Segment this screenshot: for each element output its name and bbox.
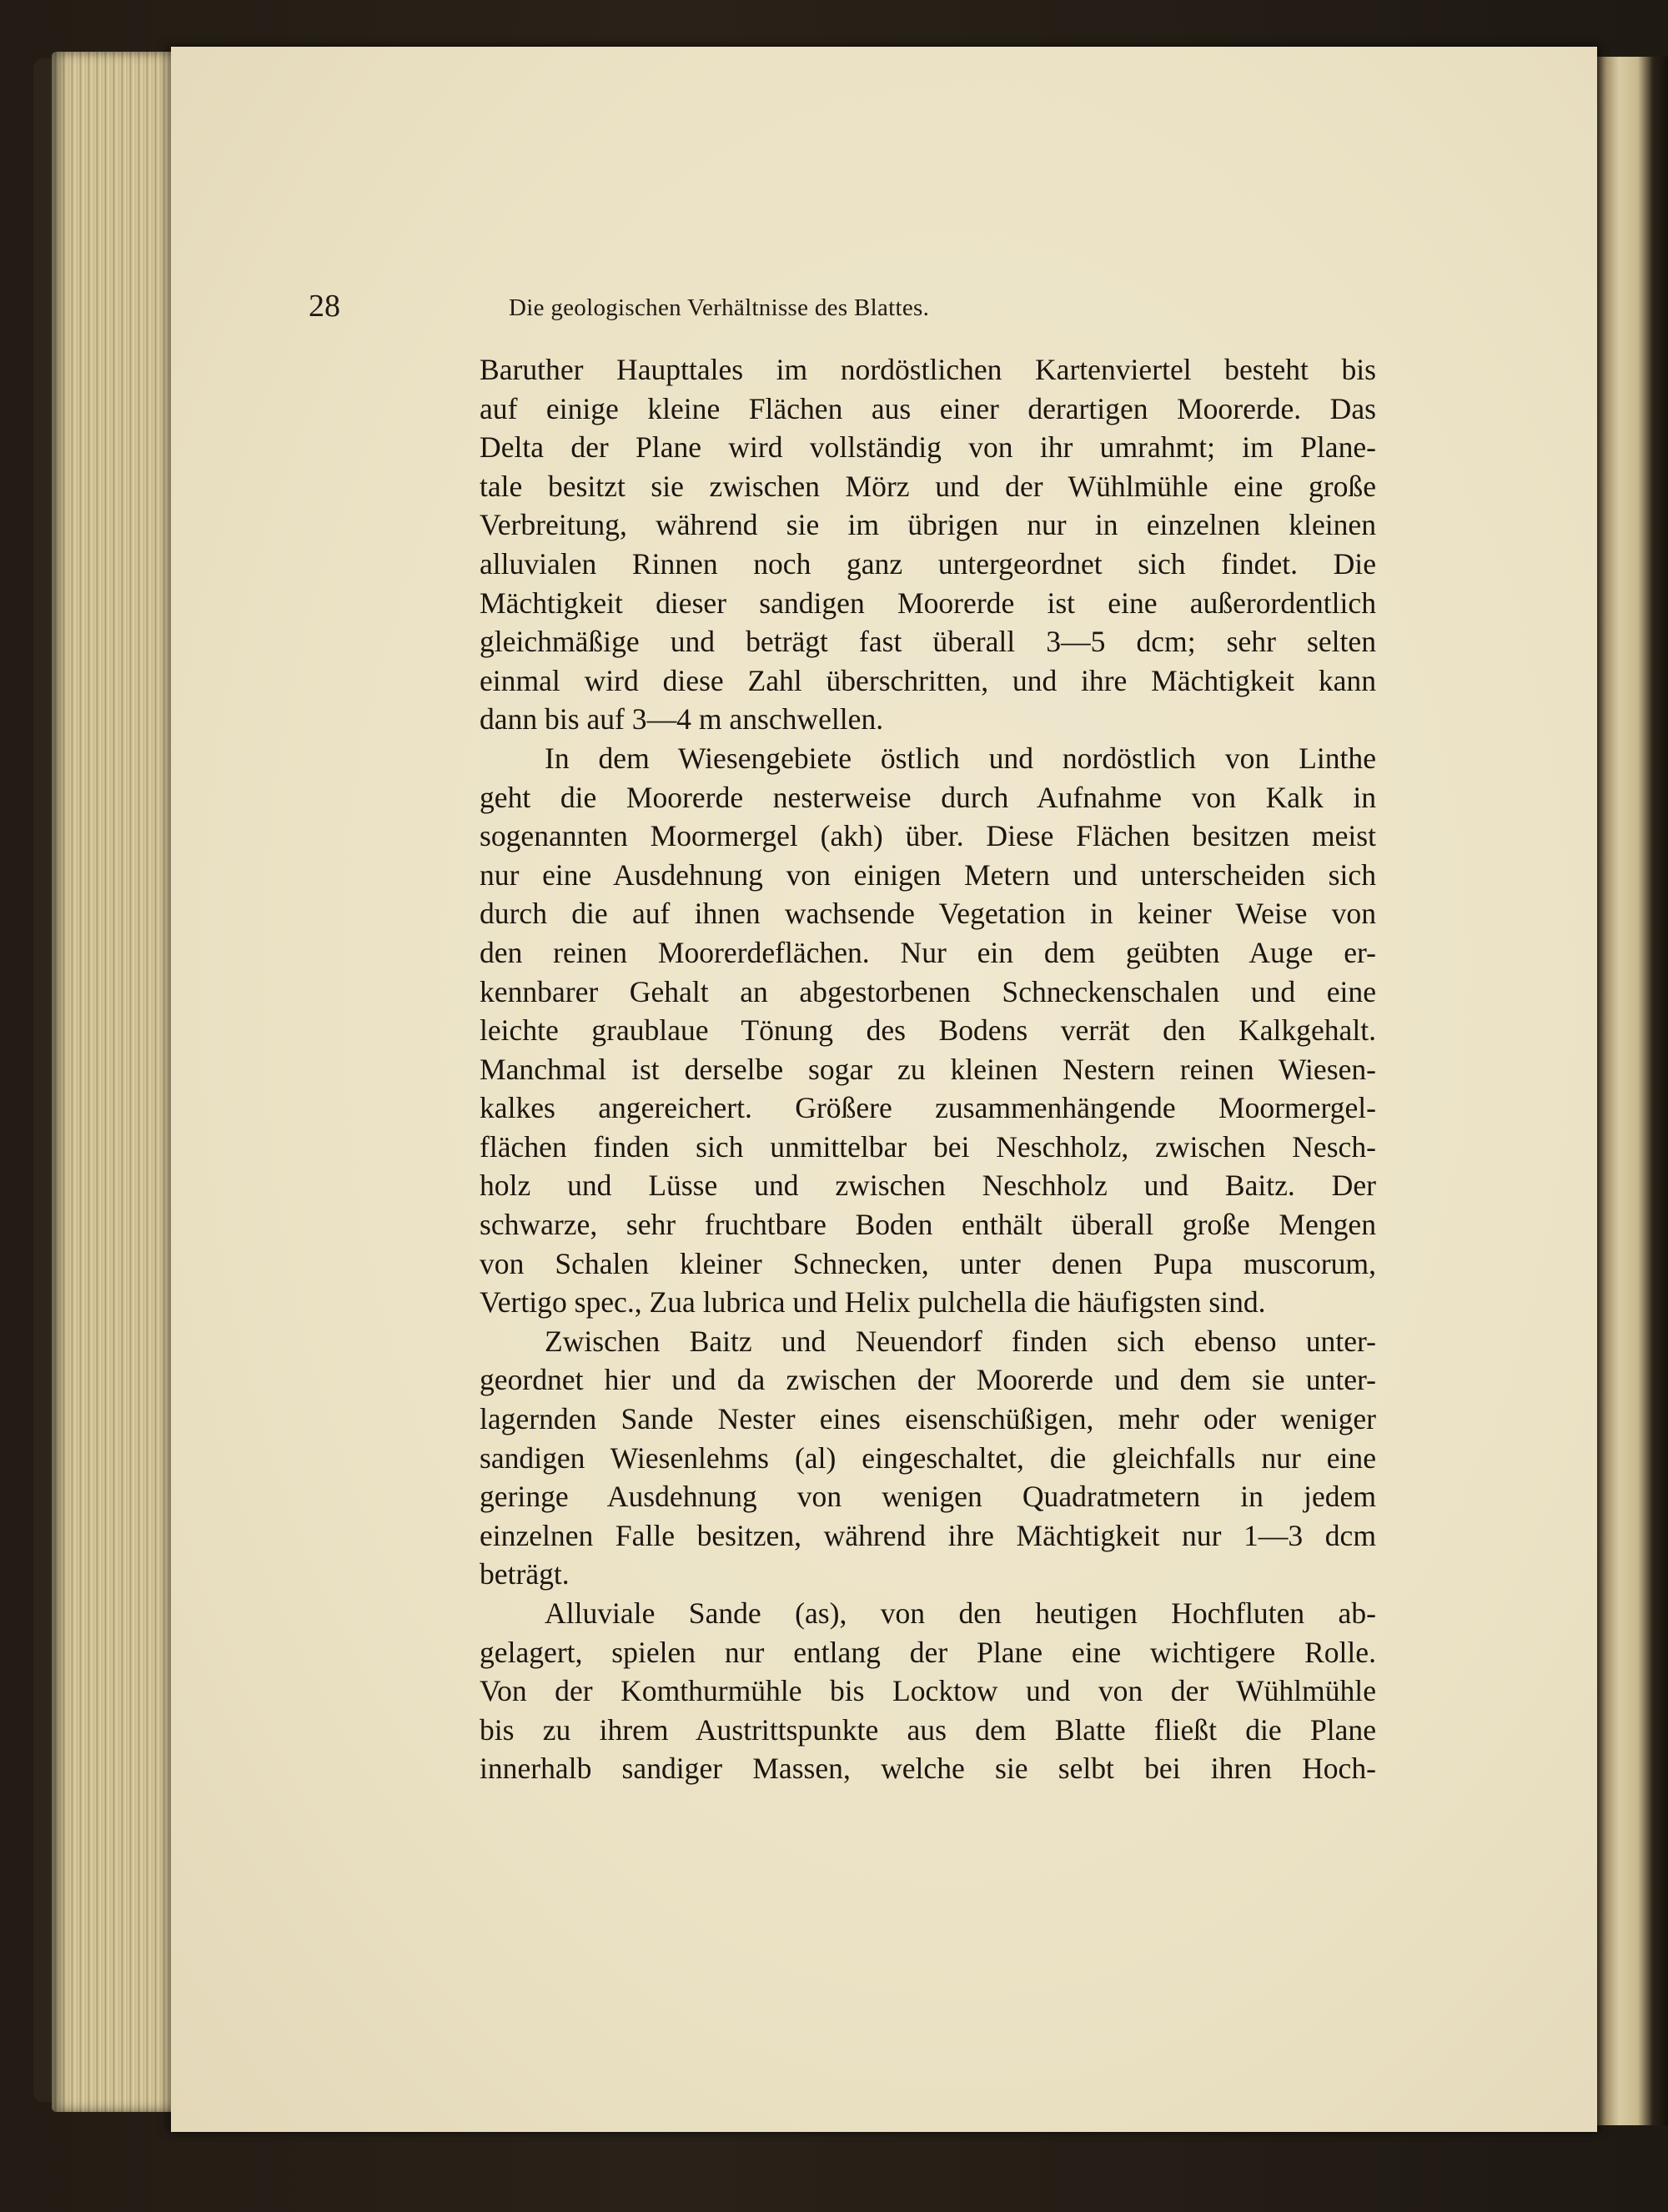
text-line: den reinen Moorerdeflächen. Nur ein dem geübten Auge er-	[480, 935, 1376, 969]
text-line: Verbreitung, während sie im übrigen nur in einzelnen kleinen	[480, 508, 1376, 542]
text-line: geordnet hier und da zwischen der Moorerde und dem sie unter-	[480, 1363, 1376, 1397]
text-line: auf einige kleine Flächen aus einer derartigen Moorerde. Das	[480, 391, 1376, 425]
text-line: Zwischen Baitz und Neuendorf finden sich ebenso unter-	[545, 1324, 1376, 1358]
text-line: flächen finden sich unmittelbar bei Neschholz, zwischen Nesch-	[480, 1129, 1376, 1164]
text-line: einmal wird diese Zahl überschritten, und ihre Mächtigkeit kann	[480, 663, 1376, 697]
text-line: Delta der Plane wird vollständig von ihr umrahmt; im Plane-	[480, 430, 1376, 465]
text-line: gelagert, spielen nur entlang der Plane eine wichtigere Rolle.	[480, 1635, 1376, 1669]
text-line: sogenannten Moormergel (akh) über. Diese Flächen besitzen meist	[480, 819, 1376, 853]
text-line: Vertigo spec., Zua lubrica und Helix pulchella die häufigsten sind.	[480, 1285, 1266, 1320]
text-line: Manchmal ist derselbe sogar zu kleinen Nestern reinen Wiesen-	[480, 1052, 1376, 1086]
text-line: leichte graublaue Tönung des Bodens verrät den Kalkgehalt.	[480, 1013, 1376, 1048]
text-line: innerhalb sandiger Massen, welche sie selbt bei ihren Hoch-	[480, 1752, 1376, 1786]
text-line: tale besitzt sie zwischen Mörz und der Wühlmühle eine große	[480, 469, 1376, 503]
text-line: dann bis auf 3—4 m anschwellen.	[480, 702, 884, 736]
text-line: sandigen Wiesenlehms (al) eingeschaltet, die gleichfalls nur eine	[480, 1440, 1376, 1475]
text-line: beträgt.	[480, 1557, 570, 1591]
text-line: Alluviale Sande (as), von den heutigen Hochfluten ab-	[545, 1596, 1376, 1630]
next-page-edge	[1593, 57, 1668, 2125]
text-line: In dem Wiesengebiete östlich und nordöstlich von Linthe	[545, 741, 1376, 775]
text-line: durch die auf ihnen wachsende Vegetation in keiner Weise von	[480, 897, 1376, 931]
text-line: alluvialen Rinnen noch ganz untergeordnet sich findet. Die	[480, 546, 1376, 581]
body-text	[480, 350, 1376, 1788]
text-line: Baruther Haupttales im nordöstlichen Kartenviertel besteht bis	[480, 353, 1376, 386]
running-title: Die geologischen Verhältnisse des Blattes.	[509, 294, 930, 321]
text-line: gleichmäßige und beträgt fast überall 3—5 dcm; sehr selten	[480, 625, 1376, 659]
text-line: kalkes angereichert. Größere zusammenhängende Moormergel-	[480, 1091, 1376, 1125]
text-line: einzelnen Falle besitzen, während ihre Mächtigkeit nur 1—3 dcm	[480, 1518, 1376, 1552]
text-line: geht die Moorerde nesterweise durch Aufnahme von Kalk in	[480, 780, 1376, 814]
text-line: Mächtigkeit dieser sandigen Moorerde ist eine außerordentlich	[480, 586, 1376, 620]
page-stack-edges	[52, 52, 177, 2112]
text-line: lagernden Sande Nester eines eisenschüßigen, mehr oder weniger	[480, 1402, 1376, 1436]
text-line: nur eine Ausdehnung von einigen Metern und unterscheiden sich	[480, 857, 1376, 892]
text-line: von Schalen kleiner Schnecken, unter denen Pupa muscorum,	[480, 1246, 1376, 1280]
text-line: schwarze, sehr fruchtbare Boden enthält überall große Mengen	[480, 1208, 1376, 1242]
text-line: kennbarer Gehalt an abgestorbenen Schneckenschalen und eine	[480, 974, 1376, 1008]
text-line: geringe Ausdehnung von wenigen Quadratmetern in jedem	[480, 1480, 1376, 1514]
page-number: 28	[309, 289, 340, 324]
text-line: bis zu ihrem Austrittspunkte aus dem Blatte fließt die Plane	[480, 1712, 1376, 1747]
text-line: Von der Komthurmühle bis Locktow und von der Wühlmühle	[480, 1674, 1376, 1708]
text-line: holz und Lüsse und zwischen Neschholz und Baitz. Der	[480, 1169, 1376, 1203]
running-head	[309, 288, 1193, 329]
